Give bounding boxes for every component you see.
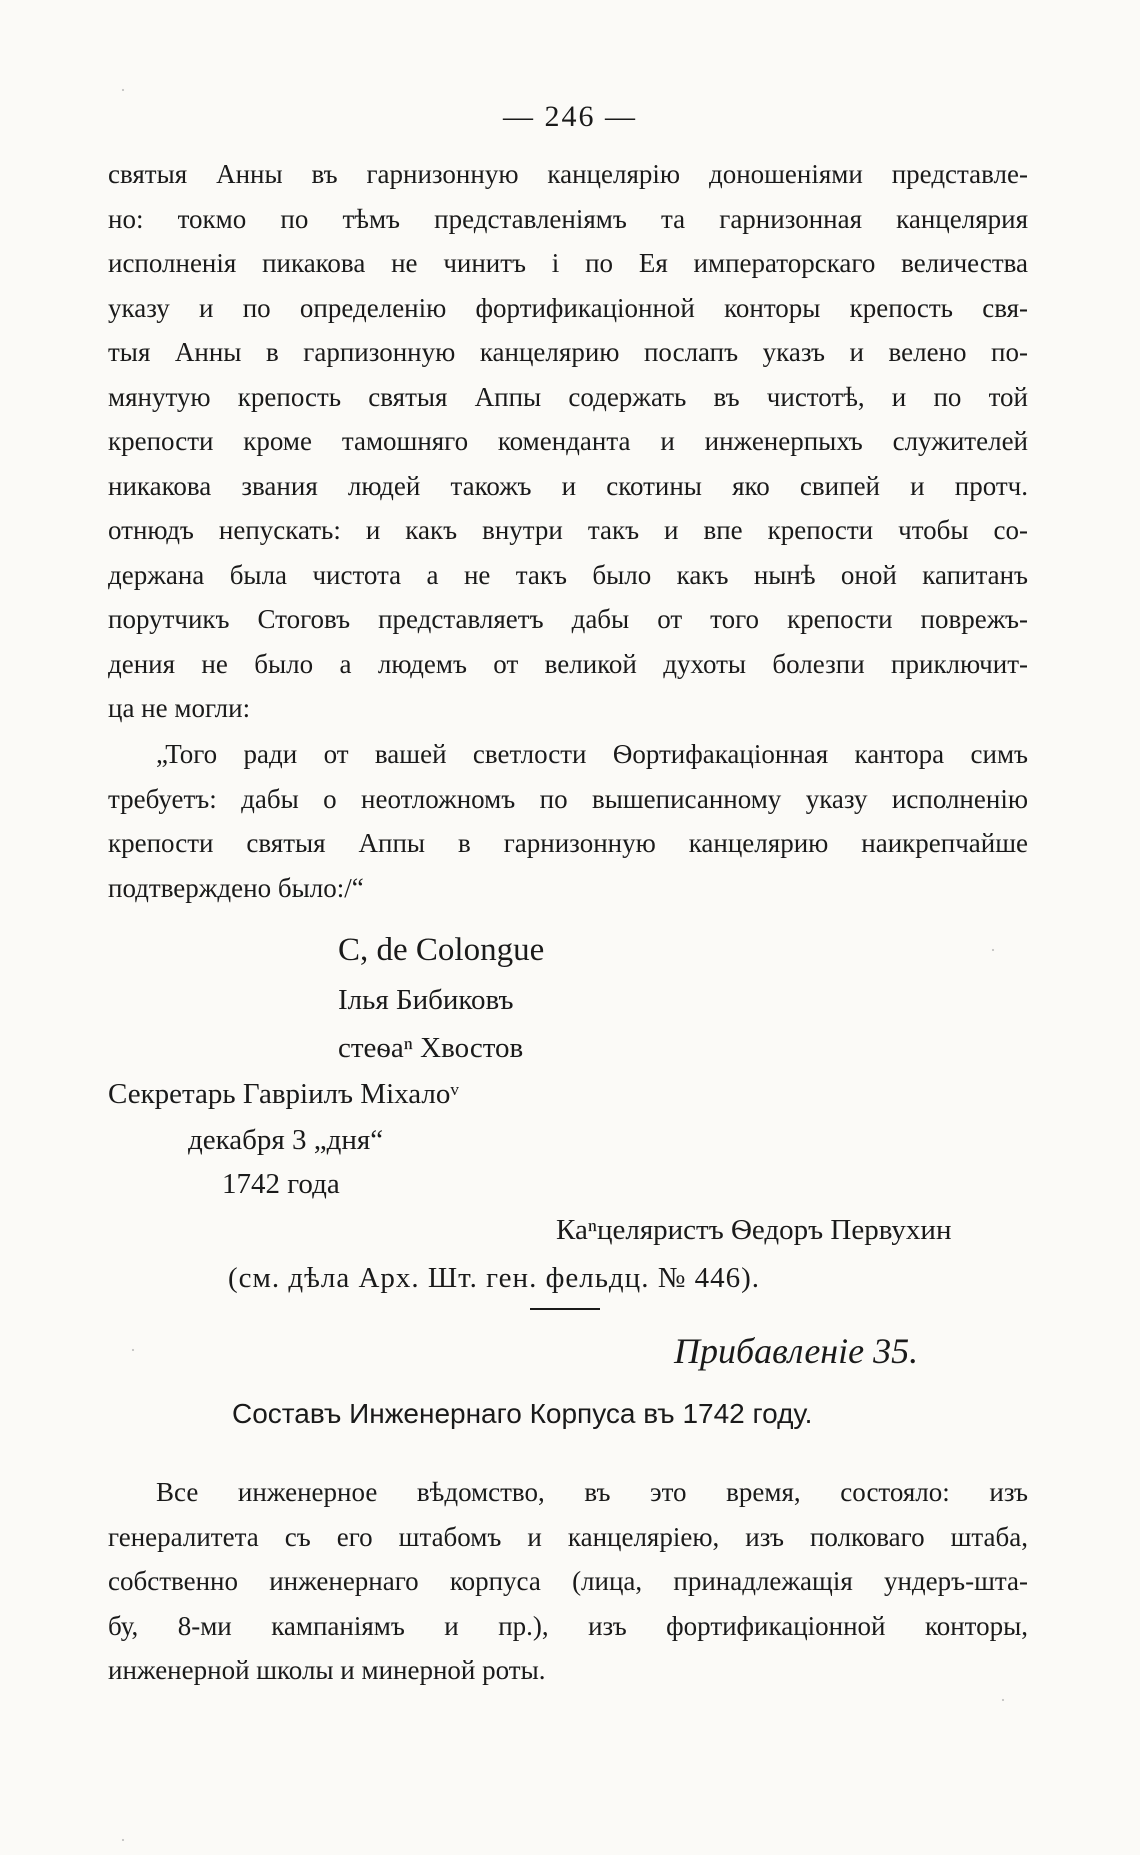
text-line: бу, 8-ми кампаніямъ и пр.), изъ фортификаціонной конторы, bbox=[108, 1610, 1028, 1641]
signature-colongue: C, de Colongue bbox=[338, 932, 545, 968]
date-year: 1742 года bbox=[222, 1168, 340, 1200]
text-line: указу и по определенію фортификаціонной конторы крепость свя- bbox=[108, 292, 1028, 323]
text-line: собственно инженернаго корпуса (лица, принадлежащія ундеръ-шта- bbox=[108, 1566, 1028, 1596]
signature-khvostov: стеѳаⁿ Хвостов bbox=[338, 1032, 524, 1064]
paragraph-3 bbox=[108, 1470, 1028, 1693]
text-line: „Того ради от вашей светлости Ѳортифакаціонная кантора симъ bbox=[156, 739, 1028, 769]
paragraph-2 bbox=[108, 732, 1028, 910]
text-line: крепости кроме тамошняго коменданта и инженерпыхъ служителей bbox=[108, 426, 1028, 456]
text-line: требуетъ: дабы о неотложномъ по вышеписанному указу исполненію bbox=[108, 783, 1028, 814]
appendix-title: Прибавленіе 35. bbox=[674, 1331, 919, 1371]
text-line: крепости святыя Аппы в гарнизонную канцелярию наикрепчайше bbox=[108, 828, 1028, 858]
text-line: мянутую крепость святыя Аппы содержать въ чистотѣ, и по той bbox=[108, 381, 1028, 412]
paragraph-1 bbox=[108, 152, 1028, 731]
text-line: святыя Анны въ гарнизонную канцелярію доношеніями представле- bbox=[108, 159, 1028, 189]
scan-speck: · bbox=[1000, 1690, 1006, 1710]
text-line: ца не могли: bbox=[108, 693, 251, 723]
scan-speck: · bbox=[120, 1830, 126, 1850]
scan-speck: · bbox=[130, 1340, 136, 1360]
section-divider bbox=[530, 1308, 600, 1310]
text-line: генералитета съ его штабомъ и канцеляріею, изъ полковаго штаба, bbox=[108, 1521, 1028, 1552]
date-day: декабря 3 „дня“ bbox=[188, 1124, 384, 1156]
text-line: Все инженерное вѣдомство, въ это время, состояло: изъ bbox=[156, 1477, 1028, 1507]
signature-bibikov: Ілья Бибиковъ bbox=[338, 984, 514, 1016]
appendix-subtitle: Составъ Инженернаго Корпуса въ 1742 году. bbox=[232, 1398, 813, 1429]
archive-reference: (см. дѣла Арх. Шт. ген. фельдц. № 446). bbox=[228, 1262, 761, 1294]
scan-speck: · bbox=[990, 940, 996, 960]
text-line: никакова звания людей такожъ и скотины яко свипей и протч. bbox=[108, 470, 1028, 501]
text-line: но: токмо по тѣмъ представленіямъ та гарнизонная канцелярия bbox=[108, 203, 1028, 234]
text-line: порутчикъ Стоговъ представляетъ дабы от того крепости поврежъ- bbox=[108, 604, 1028, 634]
signature-clerk: Каⁿцеляристъ Ѳедоръ Первухин bbox=[556, 1214, 952, 1246]
page-number: — 246 — bbox=[503, 100, 637, 133]
text-line: держана была чистота а не такъ было какъ нынѣ оной капитанъ bbox=[108, 559, 1028, 590]
text-line: подтверждено было:/“ bbox=[108, 872, 364, 903]
text-line: инженерной школы и минерной роты. bbox=[108, 1655, 546, 1685]
signature-secretary: Секретарь Гавріилъ Міхалоᵛ bbox=[108, 1078, 459, 1110]
scan-speck: · bbox=[120, 80, 126, 100]
text-line: тыя Анны в гарпизонную канцелярию послапъ указъ и велено по- bbox=[108, 337, 1028, 367]
text-line: исполненія пикакова не чинитъ і по Ея императорскаго величества bbox=[108, 248, 1028, 278]
text-line: отнюдъ непускать: и какъ внутри такъ и впе крепости чтобы со- bbox=[108, 515, 1028, 545]
text-line: дения не было а людемъ от великой духоты болезпи приключит- bbox=[108, 648, 1028, 679]
